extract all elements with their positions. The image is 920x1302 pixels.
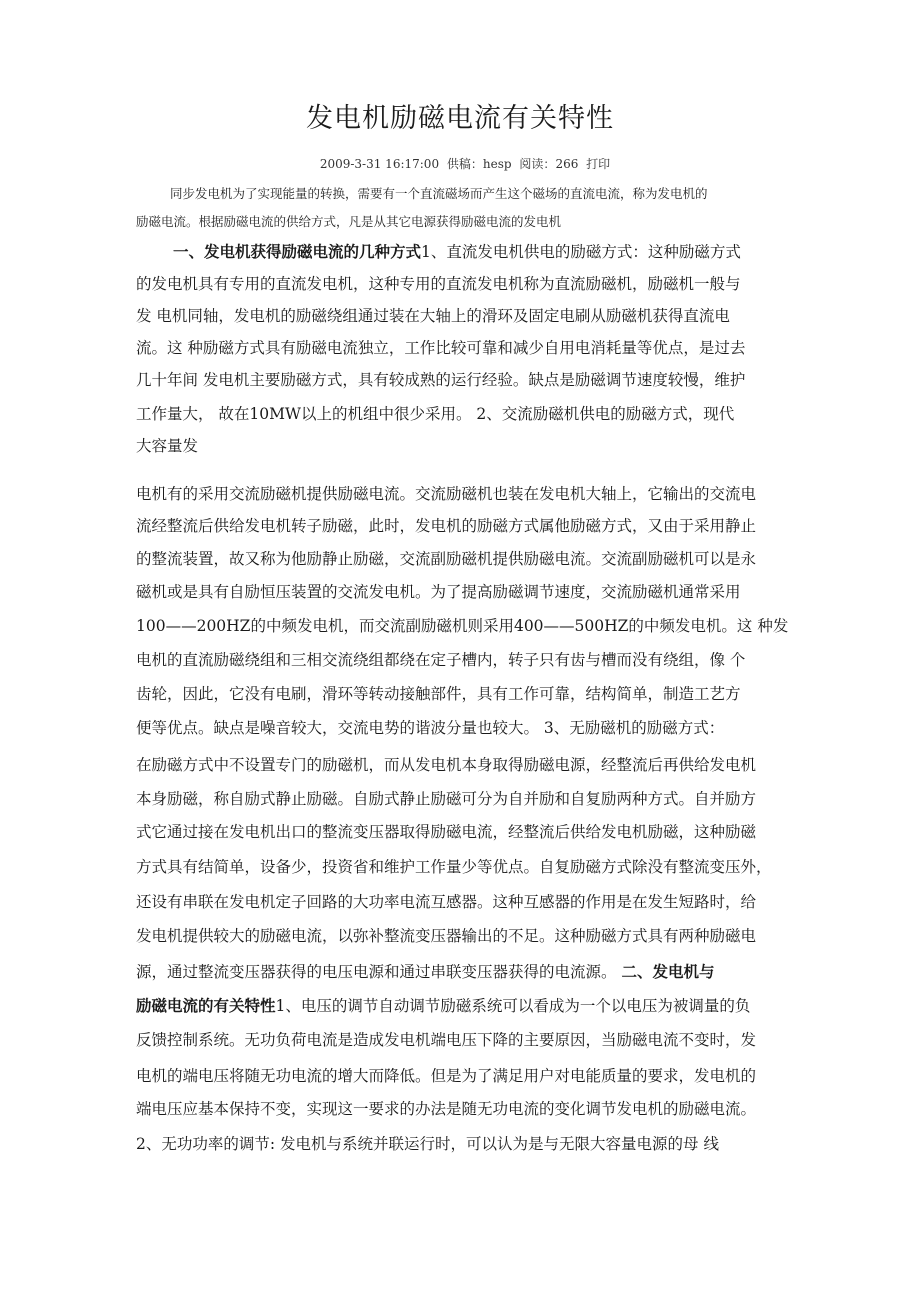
body-line (136, 338, 796, 358)
body-line (136, 755, 796, 775)
body-line (136, 306, 796, 326)
intro-line-1: 同步发电机为了实现能量的转换，需要有一个直流磁场而产生这个磁场的直流电流，称为发电机的 (170, 186, 708, 201)
body-line (136, 404, 796, 424)
body-text: 发 电机同轴，发电机的励磁绕组通过装在大轴上的滑环及固定电刷从励磁机获得直流电 (136, 307, 730, 325)
body-line (136, 1066, 796, 1086)
body-text: 的整流装置，故又称为他励静止励磁，交流副励磁机提供励磁电流。交流副励磁机可以是永 (136, 550, 757, 568)
body-line (136, 892, 796, 912)
body-line (136, 962, 796, 982)
body-text: 的发电机具有专用的直流发电机，这种专用的直流发电机称为直流励磁机，励磁机一般与 (136, 275, 741, 293)
body-text: 100——200HZ的中频发电机，而交流副励磁机则采用400——500HZ的中频发电机。这 种发 (136, 617, 789, 635)
body-line (136, 549, 796, 569)
body-text: 反馈控制系统。无功负荷电流是造成发电机端电压下降的主要原因，当励磁电流不变时，发 (136, 1031, 757, 1049)
body-text: 发电机提供较大的励磁电流，以弥补整流变压器输出的不足。这种励磁方式具有两种励磁电 (136, 927, 757, 945)
body-line (136, 436, 796, 456)
body-line (136, 822, 796, 842)
body-text: 1、直流发电机供电的励磁方式：这种励磁方式 (421, 243, 741, 261)
body-text: 电机的直流励磁绕组和三相交流绕组都绕在定子槽内，转子只有齿与槽而没有绕组，像 个 (136, 651, 746, 669)
body-text: 端电压应基本保持不变，实现这一要求的办法是随无功电流的变化调节发电机的励磁电流。 (136, 1100, 757, 1118)
body-line (136, 484, 796, 504)
body-text: 电机的端电压将随无功电流的增大而降低。但是为了满足用户对电能质量的要求，发电机的 (136, 1067, 757, 1085)
section-heading: 二、发电机与 (621, 962, 715, 981)
body-line (136, 650, 796, 670)
body-line (136, 1030, 796, 1050)
body-line (136, 274, 796, 294)
body-text: 几十年间 发电机主要励磁方式，具有较成熟的运行经验。缺点是励磁调节速度较慢，维护 (136, 371, 746, 389)
body-text: 2、无功功率的调节: 发电机与系统并联运行时，可以认为是与无限大容量电源的母 线 (136, 1135, 719, 1153)
intro-line-2: 励磁电流。根据励磁电流的供给方式，凡是从其它电源获得励磁电流的发电机 (136, 214, 562, 229)
body-line (136, 718, 796, 738)
source-label: 供稿： (446, 157, 483, 171)
body-text: 磁机或是具有自励恒压装置的交流发电机。为了提高励磁调节速度，交流励磁机通常采用 (136, 583, 741, 601)
body-line (136, 926, 796, 946)
body-line (136, 789, 796, 809)
body-line (136, 370, 796, 390)
body-line (136, 516, 796, 536)
body-text: 式它通过接在发电机出口的整流变压器取得励磁电流，经整流后供给发电机励磁，这种励磁 (136, 823, 757, 841)
body-line (136, 1134, 796, 1154)
body-text: 还设有串联在发电机定子回路的大功率电流互感器。这种互感器的作用是在发生短路时，给 (136, 893, 757, 911)
body-text: 方式具有结简单，设备少，投资省和维护工作量少等优点。自复励磁方式除没有整流变压外， (136, 858, 772, 876)
body-text: 便等优点。缺点是噪音较大，交流电势的谐波分量也较大。 3、无励磁机的励磁方式： (136, 719, 725, 737)
body-text: 在励磁方式中不设置专门的励磁机，而从发电机本身取得励磁电源，经整流后再供给发电机 (136, 756, 757, 774)
body-text: 1、电压的调节自动调节励磁系统可以看成为一个以电压为被调量的负 (275, 997, 751, 1015)
body-line (136, 996, 796, 1016)
body-line (136, 857, 796, 877)
body-line (136, 1099, 796, 1119)
body-text: 齿轮，因此，它没有电刷，滑环等转动接触部件，具有工作可靠，结构简单，制造工艺方 (136, 685, 741, 703)
body-text: 本身励磁，称自励式静止励磁。自励式静止励磁可分为自并励和自复励两种方式。自并励方 (136, 790, 757, 808)
views-label: 阅读： (519, 157, 556, 171)
section-heading: 励磁电流的有关特性 (136, 996, 276, 1015)
body-line (136, 582, 796, 602)
body-text: 大容量发 (136, 437, 199, 455)
body-text: 电机有的采用交流励磁机提供励磁电流。交流励磁机也装在发电机大轴上，它输出的交流电 (136, 485, 757, 503)
body-text: 工作量大， 故在10MW以上的机组中很少采用。 2、交流励磁机供电的励磁方式，现代 (136, 405, 735, 423)
article-meta (0, 155, 920, 172)
body-text: 流。这 种励磁方式具有励磁电流独立，工作比较可靠和减少自用电消耗量等优点，是过去 (136, 339, 746, 357)
body-line (136, 616, 796, 636)
section-heading: 一、发电机获得励磁电流的几种方式 (173, 242, 422, 261)
body-line (136, 684, 796, 704)
body-line (173, 242, 795, 262)
article-title: 发电机励磁电流有关特性 (306, 103, 614, 134)
print-link[interactable]: 打印 (586, 157, 611, 171)
source-value: hesp (482, 157, 512, 171)
body-text: 源，通过整流变压器获得的电压电源和通过串联变压器获得的电流源。 (136, 963, 622, 981)
views-count: 266 (555, 157, 579, 171)
publish-datetime: 2009-3-31 16:17:00 (319, 157, 440, 171)
body-text: 流经整流后供给发电机转子励磁，此时，发电机的励磁方式属他励磁方式，又由于采用静止 (136, 517, 757, 535)
